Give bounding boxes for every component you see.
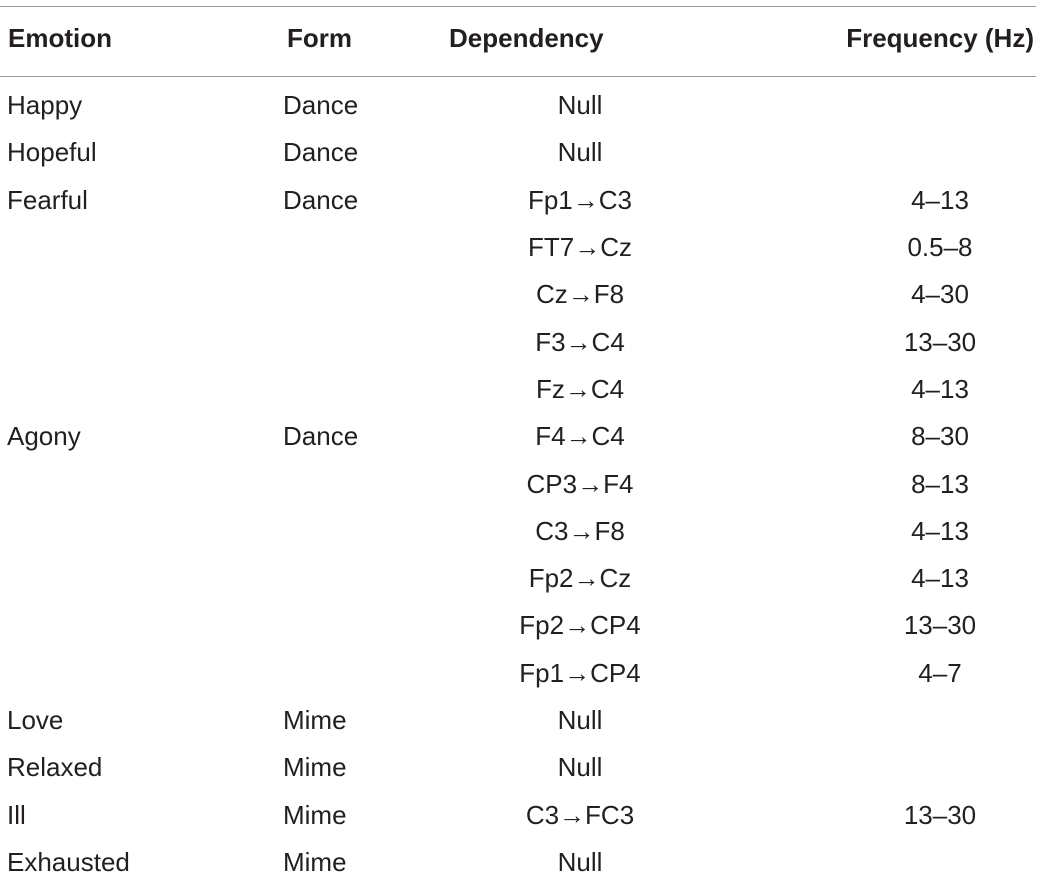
table-row [0, 602, 1040, 649]
table-row [0, 76, 1040, 129]
cell-frequency [750, 129, 1040, 176]
table-row [0, 177, 1040, 224]
cell-dependency: F4→C4 [535, 421, 625, 452]
cell-dependency: CP3→F4 [526, 468, 634, 499]
cell-dependency: Null [557, 846, 603, 877]
table-row [0, 129, 1040, 176]
cell-frequency: 4–13 [911, 373, 969, 404]
cell-form: Dance [283, 90, 359, 121]
cell-emotion: Relaxed [7, 752, 103, 783]
cell-dependency: F3→C4 [535, 326, 625, 357]
cell-form: Dance [283, 137, 359, 168]
table-row [0, 650, 1040, 697]
table-body [0, 76, 1040, 886]
table-row [0, 744, 1040, 791]
header-frequency: Frequency (Hz) [846, 22, 1034, 53]
cell-dependency: Null [557, 752, 603, 783]
cell-form [230, 460, 420, 507]
cell-frequency: 4–13 [911, 184, 969, 215]
cell-dependency: Null [557, 90, 603, 121]
table-row [0, 839, 1040, 886]
cell-frequency: 4–13 [911, 515, 969, 546]
cell-form: Mime [283, 752, 347, 783]
table-row [0, 791, 1040, 838]
cell-frequency [750, 839, 1040, 886]
cell-emotion: Hopeful [7, 137, 97, 168]
header-emotion: Emotion [8, 22, 112, 53]
table-row [0, 460, 1040, 507]
cell-frequency: 0.5–8 [907, 232, 973, 263]
cell-frequency: 8–30 [911, 421, 969, 452]
cell-form [230, 555, 420, 602]
cell-frequency [750, 76, 1040, 129]
cell-form [230, 318, 420, 365]
cell-emotion [0, 366, 230, 413]
cell-form [230, 602, 420, 649]
cell-emotion [0, 602, 230, 649]
table-row [0, 413, 1040, 460]
table-row [0, 224, 1040, 271]
cell-frequency: 13–30 [903, 610, 977, 641]
cell-form: Mime [283, 846, 347, 877]
cell-dependency: Fp2→CP4 [519, 610, 641, 641]
cell-emotion [0, 508, 230, 555]
cell-form [230, 271, 420, 318]
cell-emotion: Fearful [7, 184, 88, 215]
header-form: Form [287, 22, 352, 53]
cell-dependency: Fz→C4 [535, 373, 625, 404]
cell-form [230, 224, 420, 271]
cell-form: Dance [283, 421, 359, 452]
header-dependency: Dependency [449, 22, 604, 53]
cell-dependency: C3→F8 [535, 515, 625, 546]
cell-emotion [0, 555, 230, 602]
cell-form [230, 366, 420, 413]
table-row [0, 366, 1040, 413]
cell-form: Mime [283, 799, 347, 830]
cell-dependency: Fp1→C3 [527, 184, 633, 215]
cell-dependency: C3→FC3 [525, 799, 635, 830]
cell-frequency: 13–30 [903, 799, 977, 830]
table-row [0, 508, 1040, 555]
cell-frequency: 8–13 [911, 468, 969, 499]
cell-emotion: Agony [7, 421, 81, 452]
cell-form [230, 508, 420, 555]
table-row [0, 555, 1040, 602]
cell-emotion: Love [7, 705, 64, 735]
cell-dependency: Null [557, 705, 603, 735]
cell-frequency: 13–30 [903, 326, 977, 357]
cell-emotion [0, 271, 230, 318]
cell-emotion: Happy [7, 90, 83, 121]
cell-form: Mime [283, 705, 347, 735]
cell-frequency: 4–30 [911, 279, 969, 310]
table-row [0, 318, 1040, 365]
cell-form: Dance [283, 184, 359, 215]
table-row [0, 271, 1040, 318]
cell-emotion [0, 460, 230, 507]
cell-emotion [0, 224, 230, 271]
cell-emotion [0, 318, 230, 365]
cell-dependency: Fp1→CP4 [519, 657, 641, 688]
cell-dependency: Null [557, 137, 603, 168]
cell-dependency: Fp2→Cz [528, 563, 632, 594]
cell-emotion: Ill [7, 799, 26, 830]
cell-dependency: Cz→F8 [535, 279, 625, 310]
table-row [0, 697, 1040, 744]
cell-emotion: Exhausted [7, 846, 130, 877]
cell-dependency: FT7→Cz [528, 232, 632, 263]
cell-frequency: 4–7 [918, 657, 962, 688]
cell-frequency [750, 697, 1040, 744]
cell-frequency: 4–13 [911, 563, 969, 594]
cell-emotion [0, 650, 230, 697]
cell-frequency [750, 744, 1040, 791]
cell-form [230, 650, 420, 697]
header-row [0, 0, 1040, 76]
